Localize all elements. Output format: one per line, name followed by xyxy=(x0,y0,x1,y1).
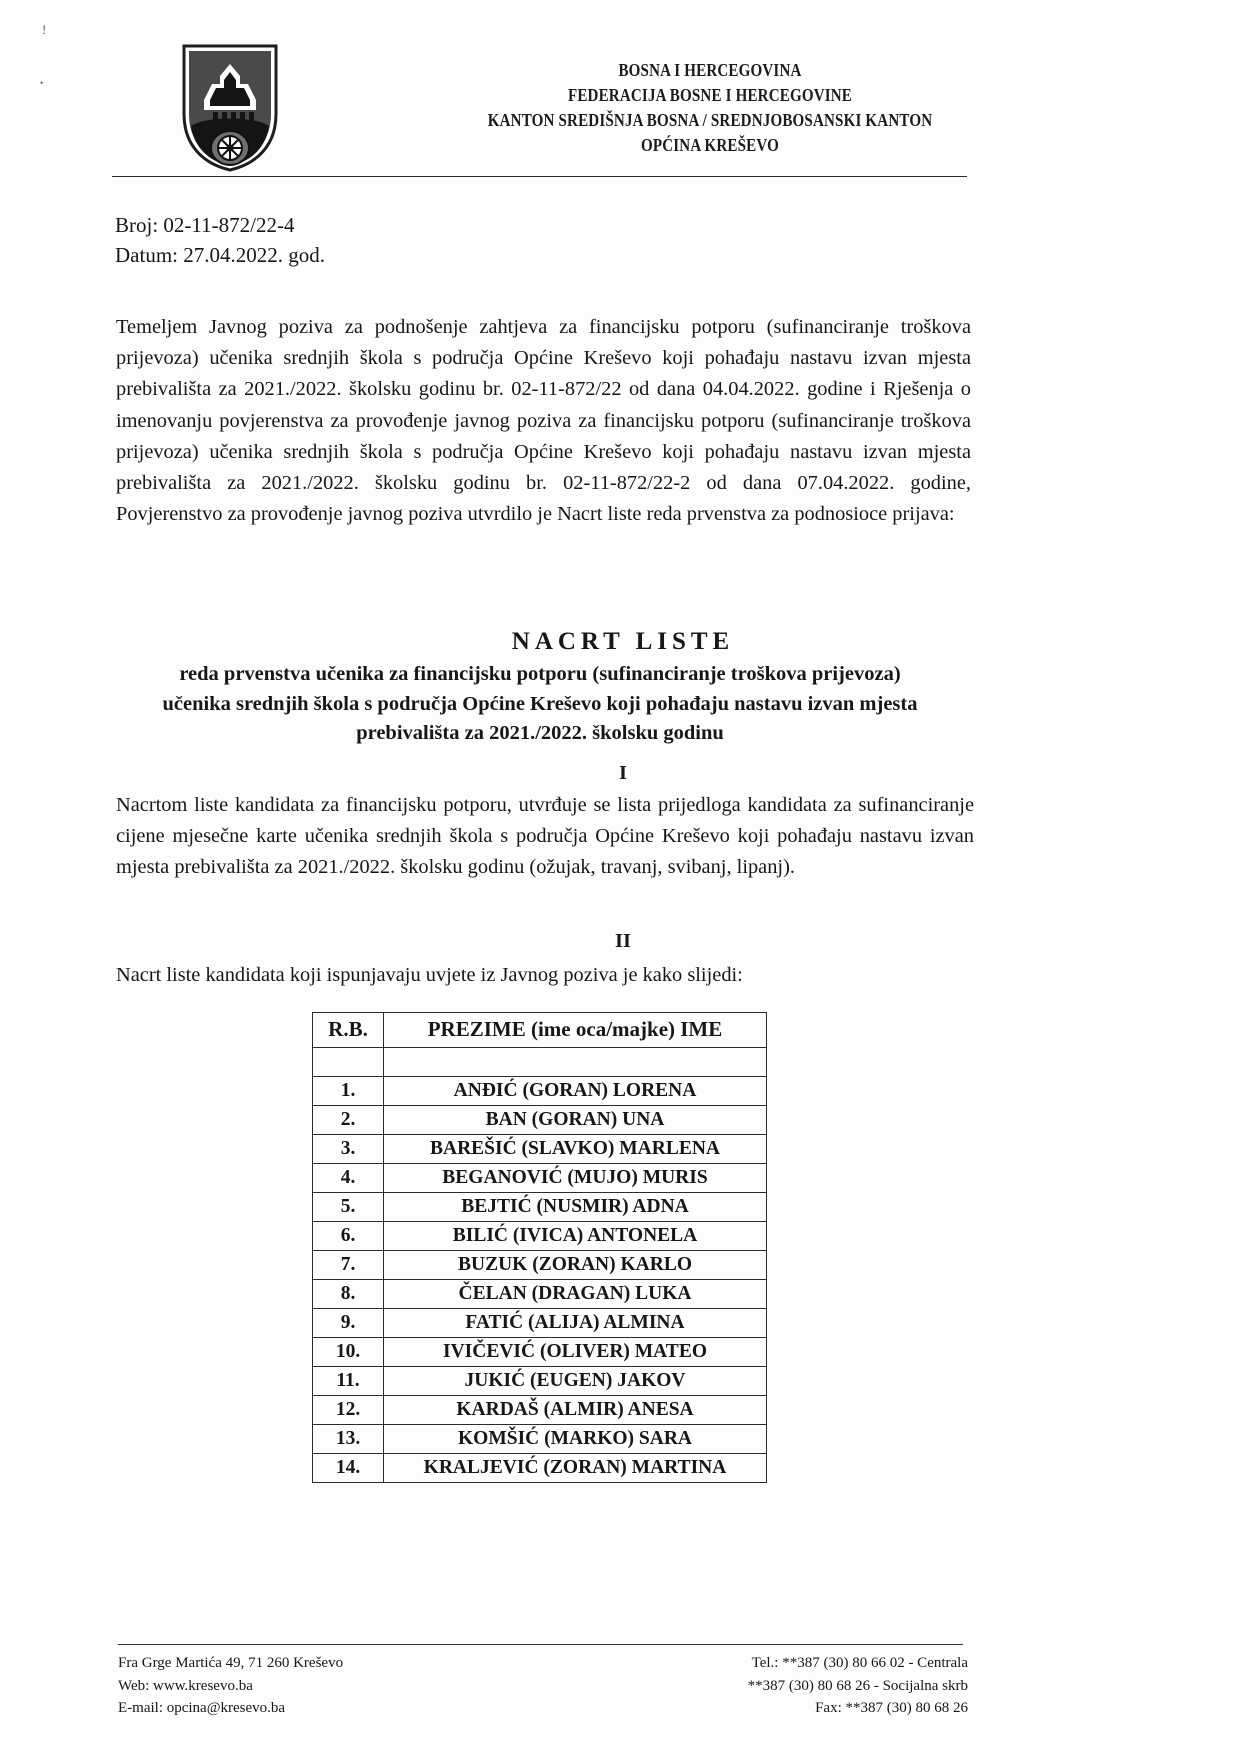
row-index: 13. xyxy=(313,1425,384,1454)
candidate-list-body xyxy=(313,1013,767,1483)
page-subtitle xyxy=(140,660,940,749)
header-line-municipality: OPĆINA KREŠEVO xyxy=(640,134,780,155)
row-candidate-name: BEJTIĆ (NUSMIR) ADNA xyxy=(384,1193,767,1222)
footer-address: Fra Grge Martića 49, 71 260 Kreševo xyxy=(118,1655,344,1671)
spacer-cell-rb xyxy=(313,1048,384,1077)
table-row xyxy=(313,1251,767,1280)
footer-contact-left xyxy=(118,1652,343,1720)
footer-website[interactable]: Web: www.kresevo.ba xyxy=(118,1677,253,1694)
footer-contact-right xyxy=(748,1652,968,1720)
row-candidate-name: JUKIĆ (EUGEN) JAKOV xyxy=(384,1367,767,1396)
footer-phone-central: Tel.: **387 (30) 80 66 02 - Centrala xyxy=(751,1655,968,1671)
header-authority-lines xyxy=(330,58,1090,157)
footer-fax: Fax: **387 (30) 80 68 26 xyxy=(815,1700,968,1716)
row-candidate-name: BAN (GORAN) UNA xyxy=(384,1106,767,1135)
table-spacer-row xyxy=(313,1048,767,1077)
subtitle-line-3: prebivališta za 2021./2022. školsku godinu xyxy=(356,722,724,745)
row-candidate-name: KARDAŠ (ALMIR) ANESA xyxy=(384,1396,767,1425)
row-index: 11. xyxy=(313,1367,384,1396)
section-ii-body xyxy=(116,960,974,991)
row-index: 4. xyxy=(313,1164,384,1193)
row-candidate-name: KOMŠIĆ (MARKO) SARA xyxy=(384,1425,767,1454)
row-candidate-name: FATIĆ (ALIJA) ALMINA xyxy=(384,1309,767,1338)
column-header-rb: R.B. xyxy=(313,1013,384,1048)
document-date: Datum: 27.04.2022. god. xyxy=(115,243,325,268)
document-reference-block xyxy=(115,210,325,271)
row-candidate-name: BAREŠIĆ (SLAVKO) MARLENA xyxy=(384,1135,767,1164)
section-numeral-i: I xyxy=(619,762,627,784)
row-candidate-name: ANĐIĆ (GORAN) LORENA xyxy=(384,1077,767,1106)
table-row xyxy=(313,1280,767,1309)
row-index: 1. xyxy=(313,1077,384,1106)
page-title: NACRT LISTE xyxy=(511,628,735,655)
table-row xyxy=(313,1396,767,1425)
table-row xyxy=(313,1077,767,1106)
table-row xyxy=(313,1193,767,1222)
section-numeral-ii: II xyxy=(615,930,631,952)
header-line-country: BOSNA I HERCEGOVINA xyxy=(618,60,802,80)
row-candidate-name: IVIČEVIĆ (OLIVER) MATEO xyxy=(384,1338,767,1367)
footer-phone-social: **387 (30) 80 68 26 - Socijalna skrb xyxy=(747,1677,968,1694)
row-index: 6. xyxy=(313,1222,384,1251)
row-index: 7. xyxy=(313,1251,384,1280)
table-row xyxy=(313,1338,767,1367)
row-candidate-name: BEGANOVIĆ (MUJO) MURIS xyxy=(384,1164,767,1193)
scan-artifact-top: ! xyxy=(42,22,47,37)
footer-email[interactable]: E-mail: opcina@kresevo.ba xyxy=(118,1700,286,1716)
row-index: 5. xyxy=(313,1193,384,1222)
spacer-cell-name xyxy=(384,1048,767,1077)
footer-divider xyxy=(118,1644,963,1645)
row-index: 8. xyxy=(313,1280,384,1309)
intro-text: Temeljem Javnog poziva za podnošenje zahtjeva za financijsku potporu (sufinanciranje troškova prijevoza) učenika srednjih škola s područja Općine Kreševo koji pohađaju nastavu izvan mjesta prebivališta za 2021./2022. školsku godinu br. 02-11-872/22 od dana 04.04.2022. godine i Rješenja o imenovanju povjerenstva za provođenje javnog poziva za financijsku potporu (sufinanciranje troškova prijevoza) učenika srednjih škola s područja Općine Kreševo koji pohađaju nastavu izvan mjesta prebivališta za 2021./2022. školsku godinu br. 02-11-872/22-2 od dana 07.04.2022. godine, Povjerenstvo za provođenje javnog poziva utvrdilo je Nacrt liste reda prvenstva za podnosioce prijava: xyxy=(116,316,971,526)
subtitle-line-2: učenika srednjih škola s područja Općine Kreševo koji pohađaju nastavu izvan mjesta xyxy=(162,692,918,715)
table-row xyxy=(313,1106,767,1135)
scan-artifact-second: • xyxy=(40,78,44,88)
row-candidate-name: ČELAN (DRAGAN) LUKA xyxy=(384,1280,767,1309)
row-index: 12. xyxy=(313,1396,384,1425)
section-ii-text: Nacrt liste kandidata koji ispunjavaju uvjete iz Javnog poziva je kako slijedi: xyxy=(116,964,743,986)
row-index: 2. xyxy=(313,1106,384,1135)
candidate-list-table-wrapper xyxy=(312,1012,767,1483)
subtitle-line-1: reda prvenstva učenika za financijsku potporu (sufinanciranje troškova prijevoza) xyxy=(179,663,901,685)
table-row xyxy=(313,1309,767,1338)
document-footer xyxy=(118,1652,968,1720)
candidate-list-table xyxy=(312,1012,767,1483)
section-i-text: Nacrtom liste kandidata za financijsku potporu, utvrđuje se lista prijedloga kandidata za sufinanciranje cijene mjesečne karte učenika srednjih škola s područja Općine Kreševo koji pohađaju nastavu izvan mjesta prebivališta za 2021./2022. školsku godinu (ožujak, travanj, svibanj, lipanj). xyxy=(116,794,974,879)
row-candidate-name: BUZUK (ZORAN) KARLO xyxy=(384,1251,767,1280)
row-index: 10. xyxy=(313,1338,384,1367)
table-row xyxy=(313,1164,767,1193)
table-row xyxy=(313,1454,767,1483)
header-line-canton: KANTON SREDIŠNJA BOSNA / SREDNJOBOSANSKI KANTON xyxy=(487,109,933,130)
table-header-row xyxy=(313,1013,767,1048)
row-index: 14. xyxy=(313,1454,384,1483)
table-row xyxy=(313,1222,767,1251)
row-candidate-name: KRALJEVIĆ (ZORAN) MARTINA xyxy=(384,1454,767,1483)
header-divider xyxy=(112,176,967,177)
table-row xyxy=(313,1135,767,1164)
row-index: 3. xyxy=(313,1135,384,1164)
coat-of-arms-icon xyxy=(178,42,282,172)
header-line-federation: FEDERACIJA BOSNE I HERCEGOVINE xyxy=(567,84,853,105)
table-row xyxy=(313,1367,767,1396)
document-number: Broj: 02-11-872/22-4 xyxy=(115,213,295,237)
column-header-name: PREZIME (ime oca/majke) IME xyxy=(384,1013,767,1048)
row-candidate-name: BILIĆ (IVICA) ANTONELA xyxy=(384,1222,767,1251)
row-index: 9. xyxy=(313,1309,384,1338)
table-row xyxy=(313,1425,767,1454)
intro-paragraph xyxy=(116,312,971,531)
section-i-body xyxy=(116,790,974,884)
